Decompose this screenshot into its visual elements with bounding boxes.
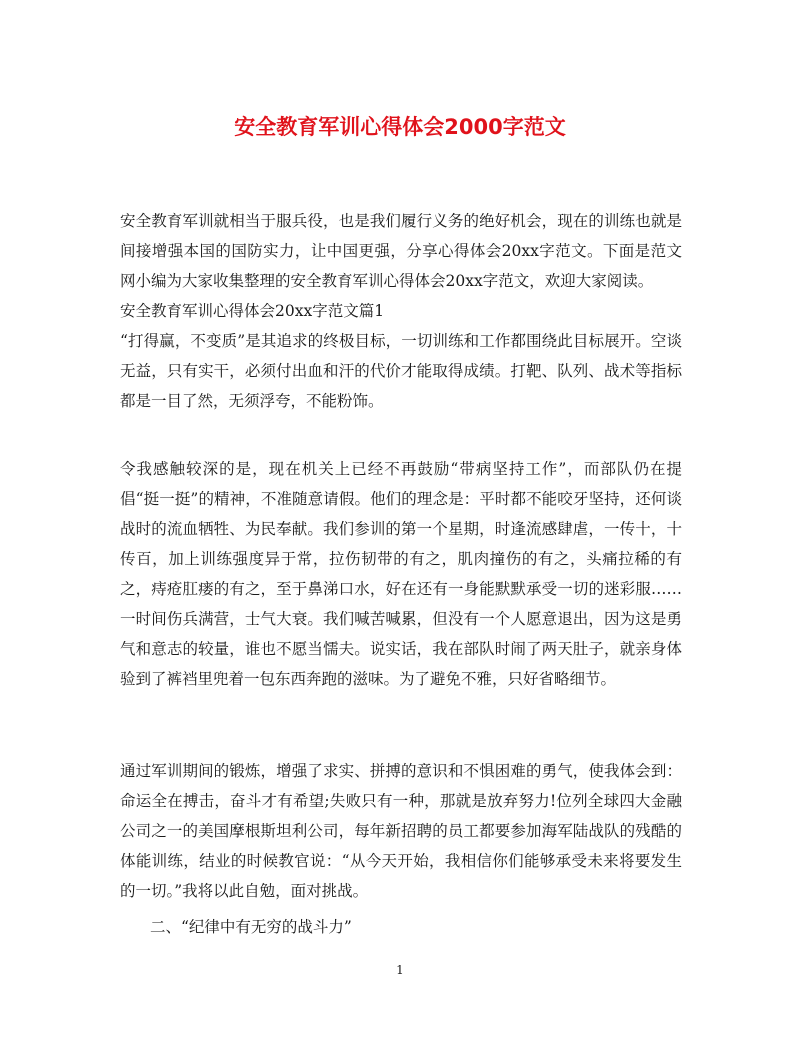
document-title: 安全教育军训心得体会2000字范文 bbox=[234, 115, 566, 139]
intro-paragraph: 安全教育军训就相当于服兵役，也是我们履行义务的绝好机会，现在的训练也就是间接增强本国的国防实力，让中国更强，分享心得体会20xx字范文。下面是范文网小编为大家收集整理的安全教育军训心得体会20xx字范文，欢迎大家阅读。 bbox=[120, 212, 682, 290]
section-heading: 二、“纪律中有无穷的战斗力” bbox=[150, 918, 352, 936]
body-paragraph-3: 通过军训期间的锻炼，增强了求实、拼搏的意识和不惧困难的勇气，使我体会到：命运全在搏击，奋斗才有希望;失败只有一种，那就是放弃努力!位列全球四大金融公司之一的美国摩根斯坦利公司，每年新招聘的员工都要参加海军陆战队的残酷的体能训练，结业的时候教官说：“从今天开始，我相信你们能够承受未来将要发生的一切。”我将以此自勉，面对挑战。 bbox=[120, 762, 682, 900]
page-number: 1 bbox=[396, 963, 404, 977]
article-subheading: 安全教育军训心得体会20xx字范文篇1 bbox=[120, 302, 385, 320]
body-paragraph-1: “打得赢，不变质”是其追求的终极目标，一切训练和工作都围绕此目标展开。空谈无益，只有实干，必须付出血和汗的代价才能取得成绩。打靶、队列、战术等指标都是一目了然，无须浮夸，不能粉饰。 bbox=[120, 332, 682, 410]
body-paragraph-2: 令我感触较深的是，现在机关上已经不再鼓励“带病坚持工作”，而部队仍在提倡“挺一挺”的精神，不准随意请假。他们的理念是：平时都不能咬牙坚持，还何谈战时的流血牺牲、为民奉献。我们参训的第一个星期，时逢流感肆虐，一传十，十传百，加上训练强度异于常，拉伤韧带的有之，肌肉撞伤的有之，头痛拉稀的有之，痔疮肛瘘的有之，至于鼻涕口水，好在还有一身能默默承受一切的迷彩服……一时间伤兵满营，士气大衰。我们喊苦喊累，但没有一个人愿意退出，因为这是勇气和意志的较量，谁也不愿当懦夫。说实话，我在部队时闹了两天肚子，就亲身体验到了裤裆里兜着一包东西奔跑的滋味。为了避免不雅，只好省略细节。 bbox=[120, 460, 682, 688]
